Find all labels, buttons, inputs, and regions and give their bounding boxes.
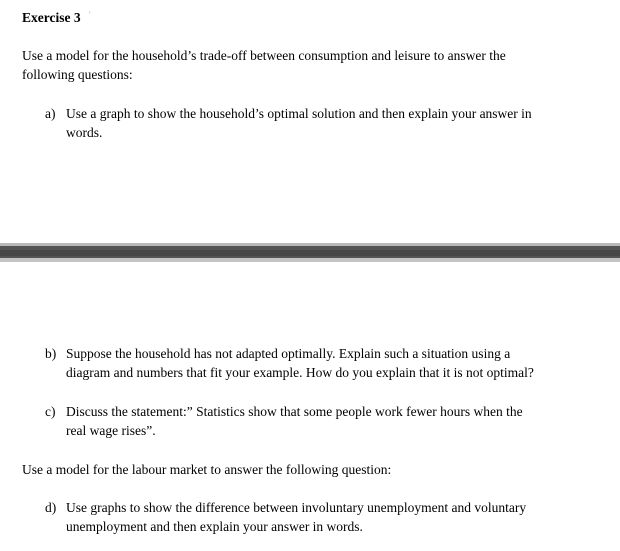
question-d-marker: d)	[45, 500, 57, 515]
question-a-line2: words.	[66, 125, 103, 140]
question-d	[45, 498, 605, 536]
question-c-line1: Discuss the statement:” Statistics show that some people work fewer hours when the	[66, 404, 523, 419]
part1-intro	[22, 46, 602, 84]
question-b	[45, 344, 605, 382]
question-c-marker: c)	[45, 404, 56, 419]
part2-intro: Use a model for the labour market to answer the following question:	[22, 462, 392, 477]
part1-intro-line1: Use a model for the household’s trade-off between consumption and leisure to answer the	[22, 48, 506, 63]
question-c	[45, 402, 605, 440]
page-divider-band	[0, 250, 620, 256]
title-mark: '	[89, 10, 91, 20]
question-a-marker: a)	[45, 106, 56, 121]
question-b-line1: Suppose the household has not adapted optimally. Explain such a situation using a	[66, 346, 511, 361]
question-b-line2: diagram and numbers that fit your example. How do you explain that it is not optimal?	[66, 365, 534, 380]
question-a-line1: Use a graph to show the household’s optimal solution and then explain your answer in	[66, 106, 532, 121]
question-a	[45, 104, 605, 142]
question-b-marker: b)	[45, 346, 57, 361]
question-c-line2: real wage rises”.	[66, 423, 156, 438]
part1-intro-line2: following questions:	[22, 67, 133, 82]
exercise-title: Exercise 3	[22, 10, 81, 25]
page-divider	[0, 243, 620, 262]
question-d-line1: Use graphs to show the difference between involuntary unemployment and voluntary	[66, 500, 527, 515]
question-d-line2: unemployment and then explain your answer in words.	[66, 519, 363, 534]
